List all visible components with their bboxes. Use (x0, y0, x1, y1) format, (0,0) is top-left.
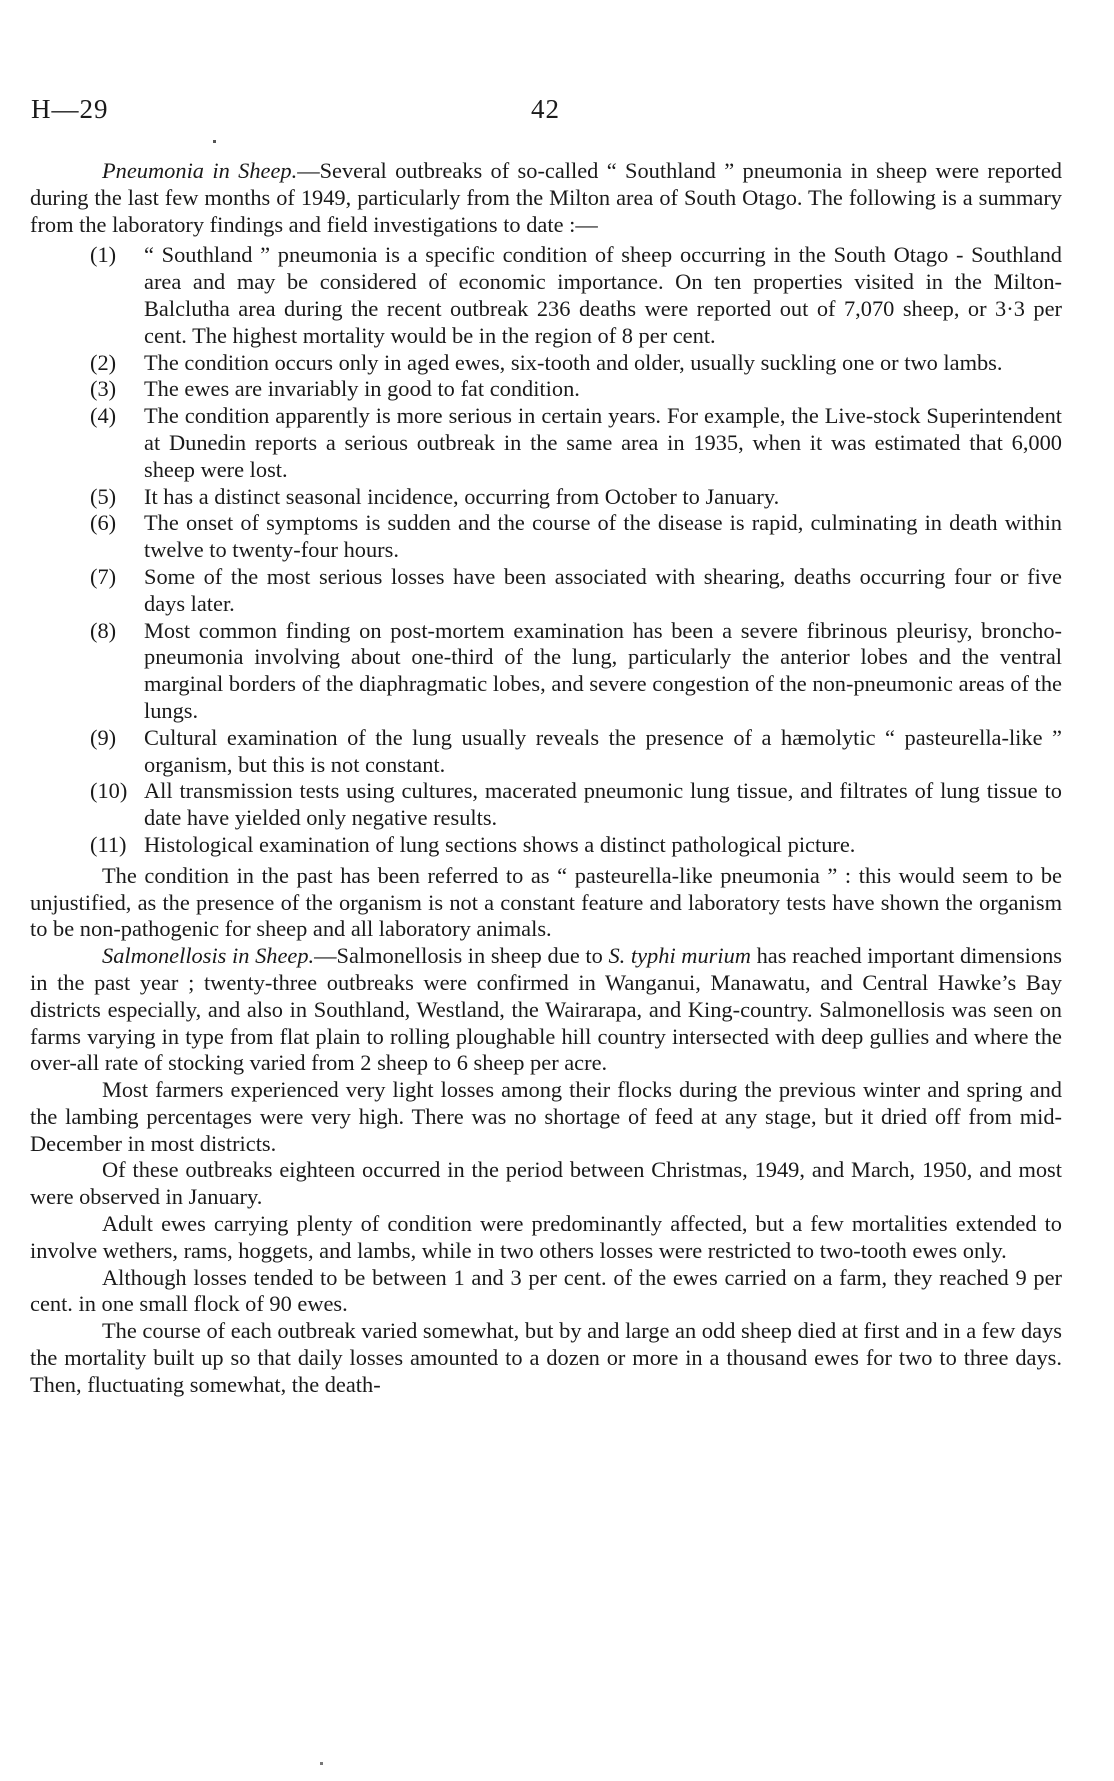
finding-text: “ Southland ” pneumonia is a specific condition of sheep occurring in the South Otago - Southland area and may be considered of economic importance. On ten properties visited in the Milton-Balclutha area during the recent outbreak 236 deaths were reported out of 7,070 sheep, or 3·3 per cent. The highest mortality would be in the region of 8 per cent. (144, 242, 1062, 348)
finding-number: (9) (90, 724, 117, 750)
intro-paragraph (30, 158, 1062, 238)
finding-item (30, 242, 1062, 349)
condition-paragraph: The condition in the past has been referred to as “ pasteurella-like pneumonia ” : this would seem to be unjustified, as the presence of the organism is not a constant feature and laboratory tests have shown the organism to be non-pathogenic for sheep and all laboratory animals. (30, 862, 1062, 942)
finding-item (30, 403, 1062, 483)
findings-list (30, 242, 1062, 858)
finding-text: Some of the most serious losses have been associated with shearing, deaths occurring four or five days later. (144, 563, 1062, 616)
body-paragraph: Most farmers experienced very light losses among their flocks during the previous winter and spring and the lambing percentages were very high. There was no shortage of feed at any stage, but it dried off from mid-December in most districts. (30, 1077, 1062, 1156)
body-paragraph: The course of each outbreak varied somewhat, but by and large an odd sheep died at first and in a few days the mortality built up so that daily losses amounted to a dozen or more in a thousand ewes for two to three days. Then, fluctuating somewhat, the death- (30, 1318, 1062, 1397)
section-heading-salmonellosis: Salmonellosis in Sheep. (102, 943, 315, 969)
page-number: 42 (531, 94, 560, 124)
finding-number: (1) (90, 242, 117, 268)
finding-item (30, 484, 1062, 511)
finding-item (30, 832, 1062, 859)
print-speck (213, 140, 216, 143)
finding-text: Histological examination of lung sections shows a distinct pathological picture. (144, 831, 856, 857)
finding-text: Cultural examination of the lung usually reveals the presence of a hæmolytic “ pasteurella-like ” organism, but this is not constant. (144, 724, 1062, 777)
salmonellosis-text: has reached important dimensions in the past year ; twenty-three outbreaks were confirmed in Wanganui, Manawatu, and Central Hawke’s Bay districts especially, and also in Southland, Westland, the Wairarapa, and King-country. Salmonellosis was seen on farms varying in type from flat plain to rolling ploughable hill country intersected with deep gullies and where the over-all rate of stocking varied from 2 sheep to 6 sheep per acre. (30, 943, 1062, 1076)
salmonellosis-paragraph (30, 943, 1062, 1077)
species-name: S. typhi murium (608, 943, 751, 969)
document-body (30, 158, 1062, 1399)
finding-item (30, 564, 1062, 618)
finding-number: (2) (90, 349, 117, 375)
finding-text: Most common finding on post-mortem examination has been a severe fibrinous pleurisy, broncho-pneumonia involving about one-third of the lung, particularly the anterior lobes and the ventral marginal borders of the diaphragmatic lobes, and severe congestion of the non-pneumonic areas of the lungs. (144, 617, 1062, 723)
body-paragraph: Of these outbreaks eighteen occurred in the period between Christmas, 1949, and March, 1950, and most were observed in January. (30, 1157, 1062, 1210)
salmonellosis-lead: —Salmonellosis in sheep due to (314, 943, 609, 969)
finding-number: (7) (90, 563, 117, 589)
finding-text: The condition apparently is more serious in certain years. For example, the Live-stock Superintendent at Dunedin reports a serious outbreak in the same area in 1935, when it was estimated that 6,000 sheep were lost. (144, 403, 1062, 482)
finding-number: (4) (90, 403, 117, 429)
finding-text: It has a distinct seasonal incidence, occurring from October to January. (144, 483, 780, 509)
page-header (31, 94, 1054, 128)
finding-item (30, 376, 1062, 403)
finding-item (30, 510, 1062, 564)
section-heading-pneumonia: Pneumonia in Sheep. (102, 158, 298, 183)
finding-number: (3) (90, 376, 117, 402)
finding-text: The onset of symptoms is sudden and the course of the disease is rapid, culminating in death within twelve to twenty-four hours. (144, 510, 1062, 563)
finding-text: The ewes are invariably in good to fat condition. (144, 376, 580, 402)
document-reference: H—29 (31, 94, 109, 124)
finding-item (30, 778, 1062, 832)
body-paragraph: Although losses tended to be between 1 and 3 per cent. of the ewes carried on a farm, they reached 9 per cent. in one small flock of 90 ewes. (30, 1264, 1062, 1317)
finding-number: (8) (90, 617, 117, 643)
finding-number: (5) (90, 483, 117, 509)
finding-item (30, 618, 1062, 725)
intro-text: —Several outbreaks of so-called “ Southland ” pneumonia in sheep were reported during the last few months of 1949, particularly from the Milton area of South Otago. The following is a summary from the laboratory findings and field investigations to date :— (30, 158, 1062, 237)
body-paragraph: Adult ewes carrying plenty of condition were predominantly affected, but a few mortalities extended to involve wethers, rams, hoggets, and lambs, while in two others losses were restricted to two-tooth ewes only. (30, 1211, 1062, 1263)
finding-text: All transmission tests using cultures, macerated pneumonic lung tissue, and filtrates of lung tissue to date have yielded only negative results. (144, 778, 1062, 831)
finding-text: The condition occurs only in aged ewes, six-tooth and older, usually suckling one or two lambs. (144, 349, 1003, 375)
finding-number: (11) (90, 831, 127, 857)
finding-number: (6) (90, 510, 117, 536)
finding-item (30, 350, 1062, 377)
print-speck (320, 1762, 323, 1765)
finding-number: (10) (90, 778, 128, 804)
finding-item (30, 725, 1062, 779)
